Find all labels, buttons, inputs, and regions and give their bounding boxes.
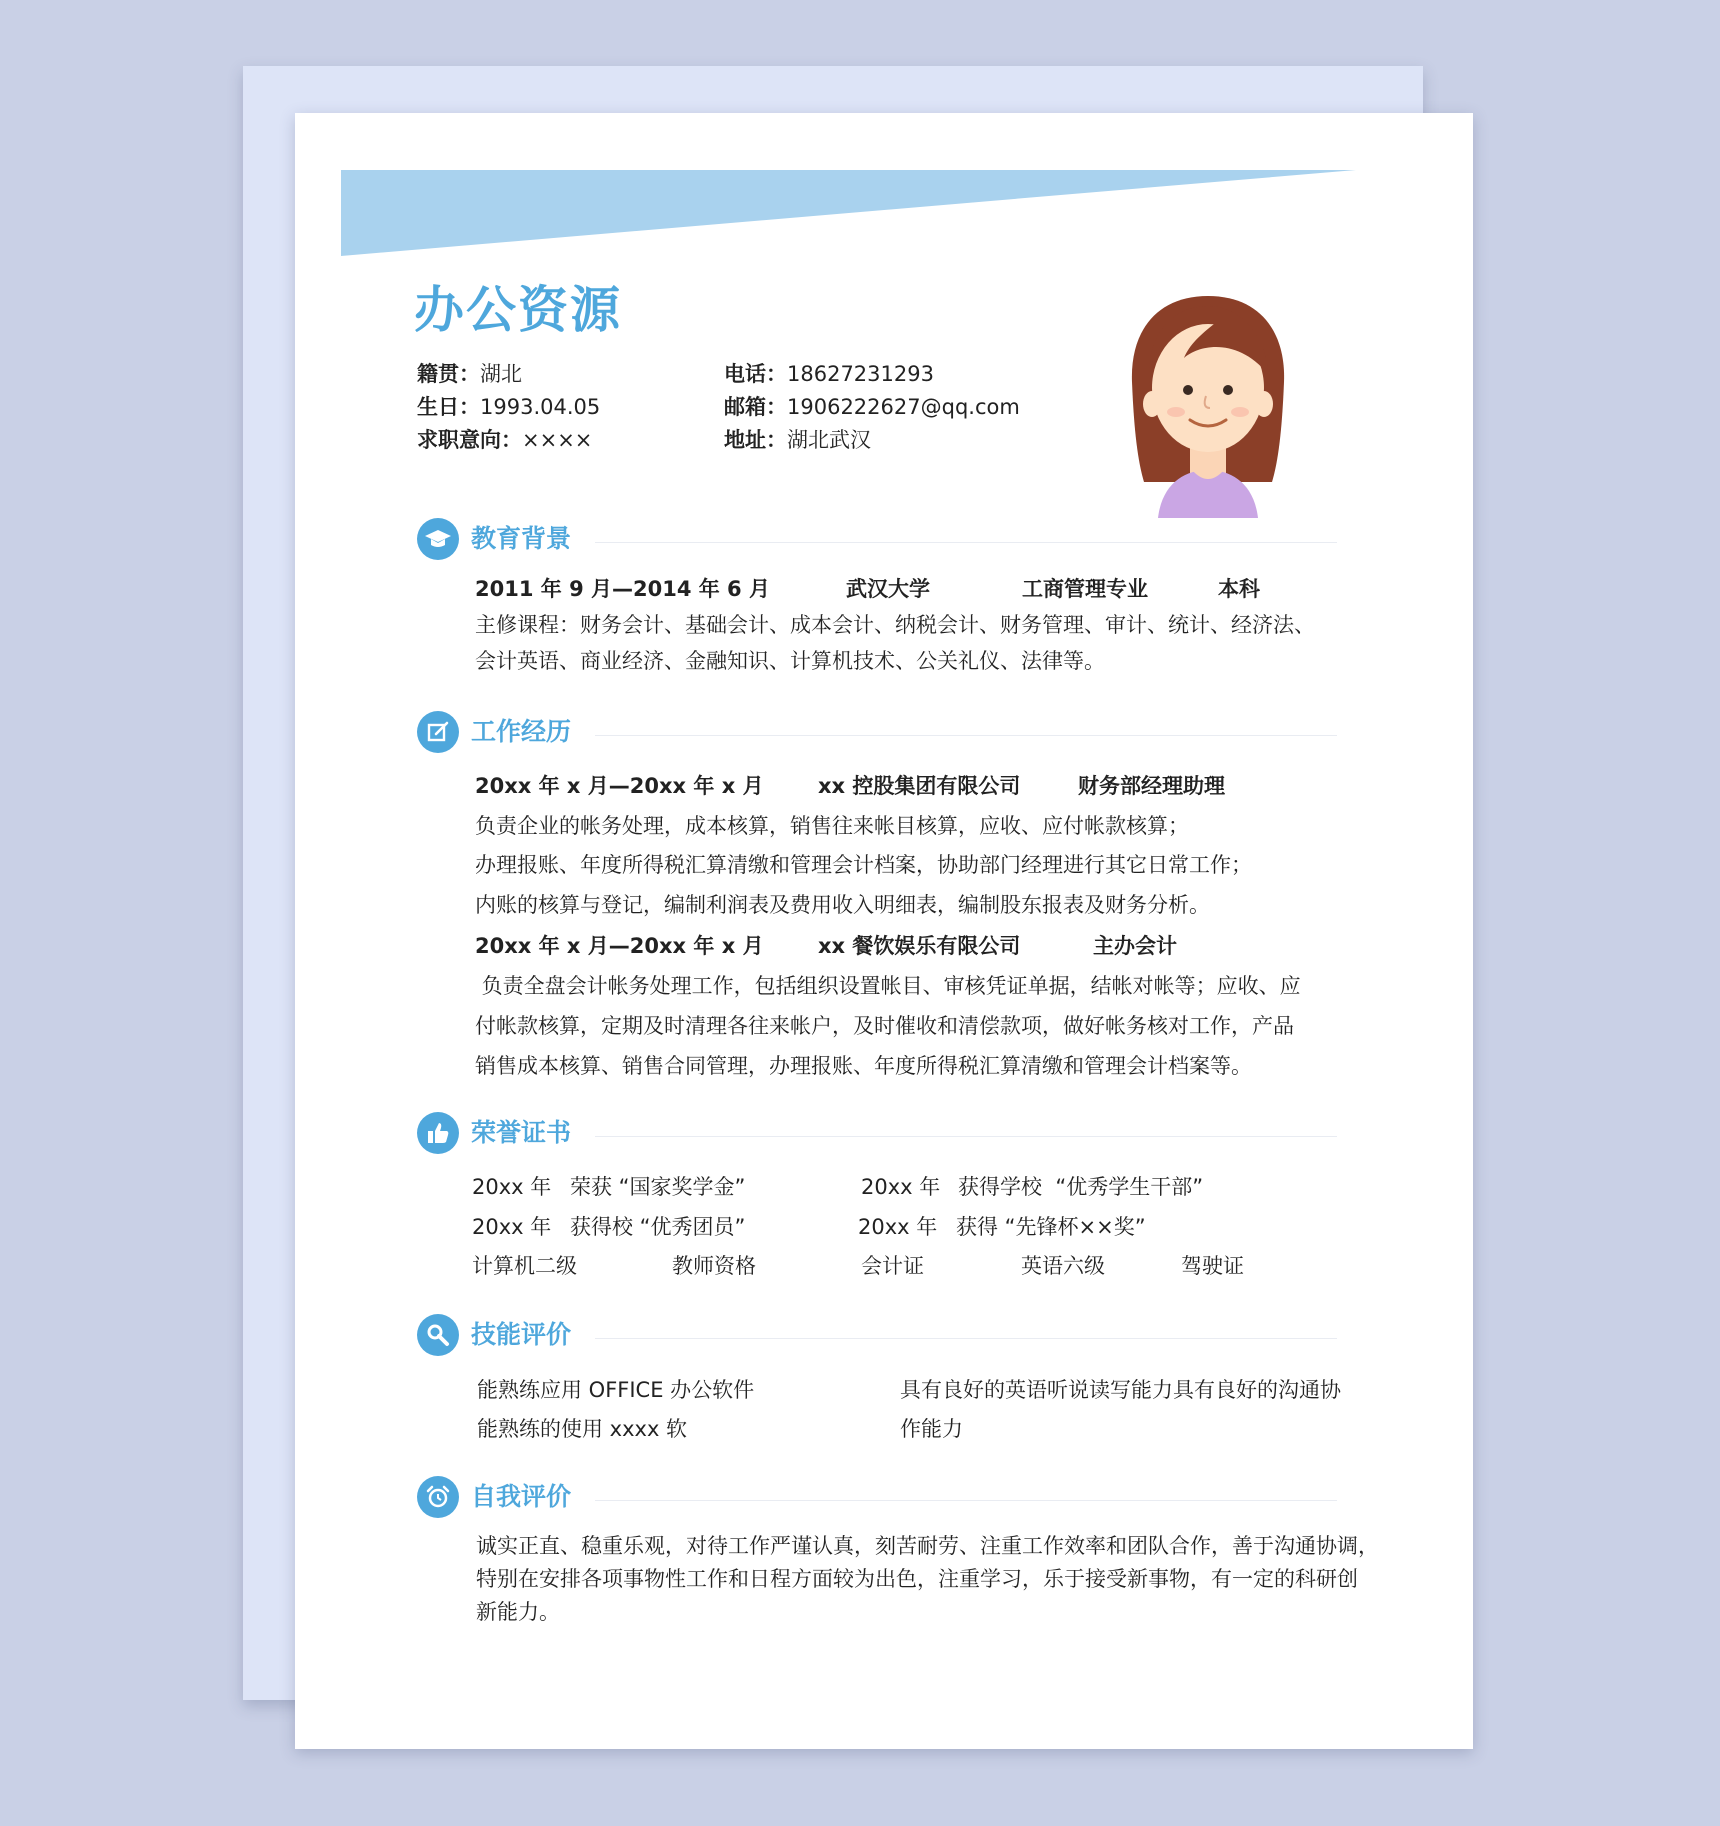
avatar <box>1118 292 1298 518</box>
job-position: 财务部经理助理 <box>1078 774 1225 798</box>
job-description-line: 办理报账、年度所得税汇算清缴和管理会计档案，协助部门经理进行其它日常工作； <box>475 853 1252 877</box>
thumbs-up-icon <box>417 1112 459 1154</box>
info-address: 地址：湖北武汉 <box>724 428 871 452</box>
education-courses-line: 会计英语、商业经济、金融知识、计算机技术、公关礼仪、法律等。 <box>475 649 1105 673</box>
honor-text: 获得学校 “优秀学生干部” <box>958 1175 1204 1199</box>
honor-text: 荣获 “国家奖学金” <box>570 1175 746 1199</box>
section-divider <box>595 735 1337 736</box>
honor-text: 获得校 “优秀团员” <box>570 1215 746 1239</box>
self-evaluation-line: 特别在安排各项事物性工作和日程方面较为出色，注重学习，乐于接受新事物，有一定的科研创 <box>476 1567 1358 1591</box>
job-company: xx 控股集团有限公司 <box>818 774 1021 798</box>
education-school: 武汉大学 <box>846 577 930 601</box>
job-description-line: 销售成本核算、销售合同管理，办理报账、年度所得税汇算清缴和管理会计档案等。 <box>475 1054 1252 1078</box>
education-degree: 本科 <box>1218 577 1260 601</box>
section-title: 自我评价 <box>471 1482 572 1511</box>
education-period: 2011 年 9 月—2014 年 6 月 <box>475 577 770 601</box>
job-position: 主办会计 <box>1093 934 1177 958</box>
graduation-cap-icon <box>417 518 459 560</box>
education-courses-line: 主修课程：财务会计、基础会计、成本会计、纳税会计、财务管理、审计、统计、经济法、 <box>475 613 1315 637</box>
info-birthday: 生日：1993.04.05 <box>417 395 601 419</box>
honor-year: 20xx 年 <box>472 1215 552 1239</box>
section-honors-header <box>417 1112 1337 1156</box>
job-company: xx 餐饮娱乐有限公司 <box>818 934 1021 958</box>
honor-year: 20xx 年 <box>861 1175 941 1199</box>
education-major: 工商管理专业 <box>1022 577 1148 601</box>
honor-year: 20xx 年 <box>472 1175 552 1199</box>
section-work-header <box>417 711 1337 755</box>
section-divider <box>595 542 1337 543</box>
job-description-line: 负责全盘会计帐务处理工作，包括组织设置帐目、审核凭证单据，结帐对帐等；应收、应 <box>475 974 1301 998</box>
self-evaluation-line: 诚实正直、稳重乐观，对待工作严谨认真，刻苦耐劳、注重工作效率和团队合作，善于沟通协调， <box>476 1534 1379 1558</box>
info-email: 邮箱：1906222627@qq.com <box>724 395 1020 419</box>
section-divider <box>595 1136 1337 1137</box>
certificate: 教师资格 <box>672 1254 756 1278</box>
certificate: 计算机二级 <box>472 1254 577 1278</box>
info-job-intent: 求职意向：×××× <box>417 428 593 452</box>
alarm-clock-icon <box>417 1476 459 1518</box>
section-title: 荣誉证书 <box>471 1118 572 1147</box>
wrench-icon <box>417 1314 459 1356</box>
section-skills-header <box>417 1314 1337 1358</box>
certificate: 英语六级 <box>1021 1254 1105 1278</box>
header-banner <box>341 168 1356 256</box>
resume-name: 办公资源 <box>414 281 622 339</box>
certificate: 驾驶证 <box>1181 1254 1244 1278</box>
info-phone: 电话：18627231293 <box>724 362 934 386</box>
certificate: 会计证 <box>861 1254 924 1278</box>
skill-line: 具有良好的英语听说读写能力具有良好的沟通协 <box>900 1378 1341 1402</box>
skill-line: 能熟练的使用 xxxx 软 <box>477 1417 688 1441</box>
skill-line: 能熟练应用 OFFICE 办公软件 <box>477 1378 755 1402</box>
skill-line: 作能力 <box>900 1417 963 1441</box>
honor-year: 20xx 年 <box>858 1215 938 1239</box>
job-period: 20xx 年 x 月—20xx 年 x 月 <box>475 934 764 958</box>
section-divider <box>595 1500 1337 1501</box>
section-title: 技能评价 <box>471 1320 572 1349</box>
job-description-line: 付帐款核算，定期及时清理各往来帐户，及时催收和清偿款项，做好帐务核对工作，产品 <box>475 1014 1294 1038</box>
job-description-line: 负责企业的帐务处理，成本核算，销售往来帐目核算，应收、应付帐款核算； <box>475 814 1189 838</box>
info-origin: 籍贯：湖北 <box>417 362 522 386</box>
section-education-header <box>417 518 1337 562</box>
job-description-line: 内账的核算与登记，编制利润表及费用收入明细表，编制股东报表及财务分析。 <box>475 893 1210 917</box>
edit-icon <box>417 711 459 753</box>
section-title: 工作经历 <box>471 717 572 746</box>
section-self-header <box>417 1476 1337 1520</box>
section-title: 教育背景 <box>471 524 572 553</box>
self-evaluation-line: 新能力。 <box>476 1600 560 1624</box>
job-period: 20xx 年 x 月—20xx 年 x 月 <box>475 774 764 798</box>
honor-text: 获得 “先锋杯××奖” <box>956 1215 1146 1239</box>
section-divider <box>595 1338 1337 1339</box>
